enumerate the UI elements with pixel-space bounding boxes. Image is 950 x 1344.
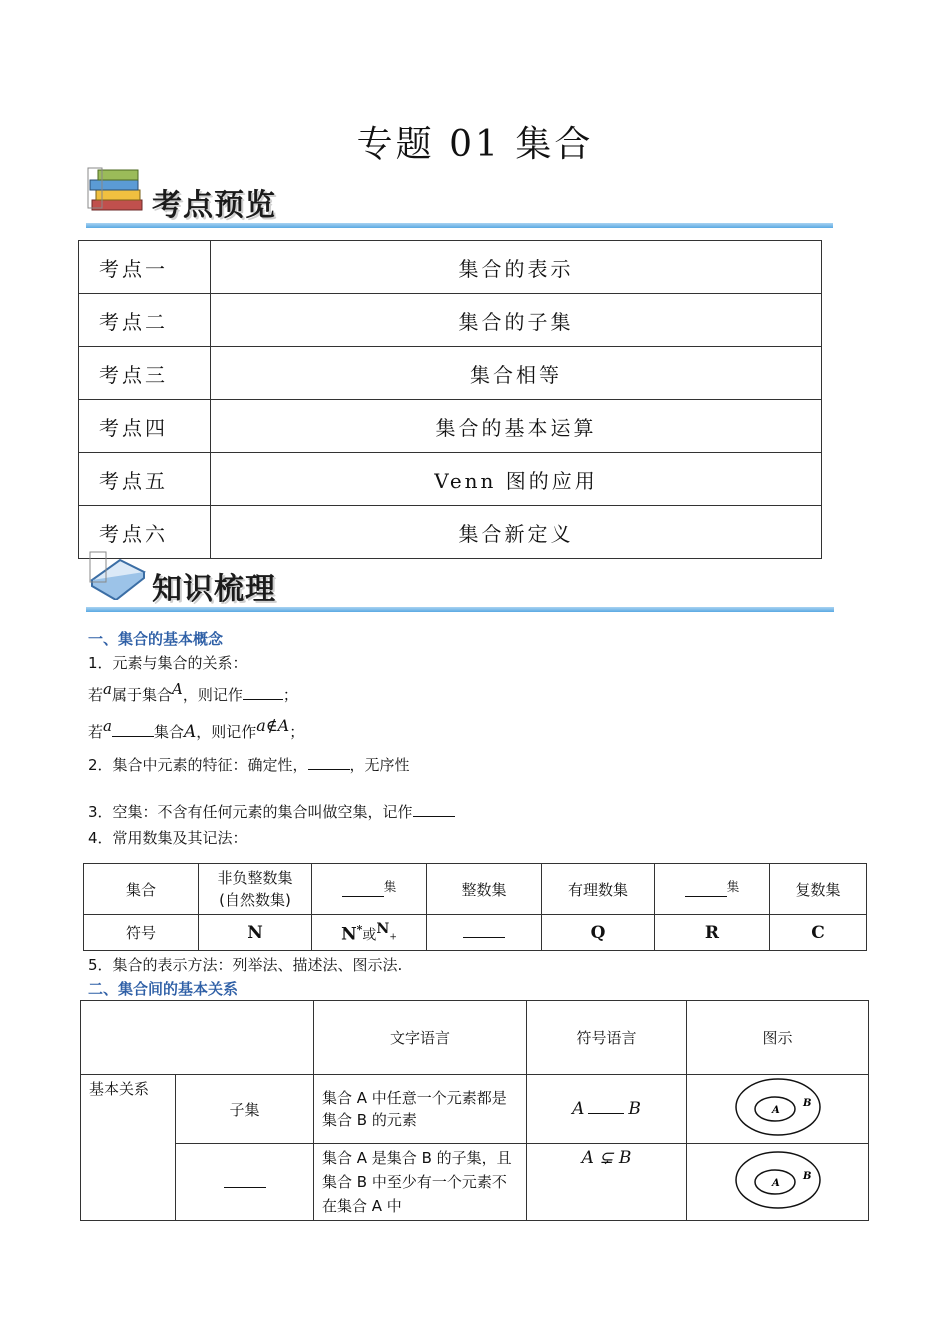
table-cell: 集合 A 中任意一个元素都是集合 B 的元素: [314, 1075, 527, 1144]
table-cell: N: [199, 915, 312, 951]
text: ，则记作: [182, 686, 243, 704]
preview-banner-label: 考点预览: [152, 188, 276, 223]
venn-label-a: A: [771, 1105, 780, 1116]
cell-text: 集: [383, 879, 397, 894]
number-sets-table: [83, 863, 867, 951]
table-cell: R: [655, 915, 770, 951]
paragraph: [88, 716, 304, 742]
table-cell: C: [770, 915, 867, 951]
topic-id: 考点四: [79, 400, 211, 453]
paragraph: 1．元素与集合的关系：: [88, 654, 248, 672]
cell-text: 或: [362, 927, 377, 944]
document-title: 专题 01 集合: [356, 124, 594, 165]
table-cell: 文字语言: [314, 1001, 527, 1075]
knowledge-banner-label: 知识梳理: [152, 572, 276, 607]
venn-label-a: A: [771, 1178, 780, 1189]
topic-name: 集合的表示: [211, 241, 822, 294]
table-cell: 集合 A 是集合 B 的子集，且集合 B 中至少有一个元素不在集合 A 中: [314, 1144, 527, 1221]
table-cell: [176, 1144, 314, 1221]
fill-blank: [685, 882, 727, 897]
math-symbol: N: [376, 920, 390, 937]
table-cell: 整数集: [427, 864, 542, 915]
text: ；: [289, 723, 305, 741]
table-cell: [312, 915, 427, 951]
table-row: [79, 294, 822, 347]
fill-blank: [342, 882, 384, 897]
math-expression: A ⊊ B: [581, 1148, 632, 1168]
text: 若: [88, 686, 104, 704]
fill-blank: [243, 685, 283, 700]
table-cell: 符号: [84, 915, 199, 951]
topic-id: 考点三: [79, 347, 211, 400]
notebook-icon: [86, 550, 148, 600]
text: 属于集合: [111, 686, 172, 704]
text: ，无序性: [349, 756, 410, 774]
topic-name: Venn 图的应用: [211, 453, 822, 506]
text: 3．空集：不含有任何元素的集合叫做空集，记作: [88, 803, 413, 821]
table-row: [84, 915, 867, 951]
math-var: A: [183, 722, 197, 742]
section-heading: 二、集合间的基本关系: [88, 980, 239, 998]
table-cell: [687, 1144, 869, 1221]
cell-text: 集: [726, 879, 740, 894]
table-cell: Q: [542, 915, 655, 951]
topic-id: 考点二: [79, 294, 211, 347]
cell-line: 非负整数集: [217, 869, 293, 887]
table-row: [79, 453, 822, 506]
topic-id: 考点五: [79, 453, 211, 506]
table-cell: 图示: [687, 1001, 869, 1075]
paragraph: 4．常用数集及其记法：: [88, 829, 248, 847]
table-row: [79, 400, 822, 453]
text: 集合: [153, 723, 184, 741]
table-cell: [199, 864, 312, 915]
section-heading: 一、集合的基本概念: [88, 630, 224, 648]
text: 若: [88, 723, 104, 741]
topics-table: [78, 240, 822, 559]
math-symbol: +: [389, 932, 397, 943]
text: ；: [282, 686, 298, 704]
topic-id: 考点六: [79, 506, 211, 559]
paragraph: [88, 754, 410, 775]
table-cell: 子集: [176, 1075, 314, 1144]
table-cell: [81, 1001, 314, 1075]
table-cell: 符号语言: [527, 1001, 687, 1075]
table-cell: [527, 1144, 687, 1221]
table-cell: 基本关系: [81, 1075, 176, 1221]
table-row: [79, 241, 822, 294]
text: ，则记作: [196, 723, 257, 741]
table-row: [81, 1075, 869, 1144]
math-var: a: [103, 717, 112, 735]
math-var: B: [628, 1099, 641, 1119]
venn-diagram: [733, 1076, 823, 1138]
math-var: a: [103, 680, 112, 698]
table-cell: 集合: [84, 864, 199, 915]
cell-line: (自然数集): [219, 891, 291, 909]
math-var: A: [171, 680, 183, 698]
paragraph: 5．集合的表示方法：列举法、描述法、图示法.: [88, 956, 403, 974]
table-cell: [427, 915, 542, 951]
preview-banner: [86, 166, 833, 228]
fill-blank: [588, 1099, 624, 1114]
books-icon: [86, 166, 148, 216]
venn-diagram: [733, 1149, 823, 1211]
fill-blank: [308, 755, 350, 770]
math-symbol: *: [356, 922, 363, 936]
math-symbol: N: [341, 924, 357, 945]
topic-id: 考点一: [79, 241, 211, 294]
table-row: [84, 864, 867, 915]
fill-blank: [224, 1173, 266, 1188]
table-cell: [655, 864, 770, 915]
relations-table: [80, 1000, 869, 1221]
fill-blank: [463, 923, 505, 938]
venn-label-b: B: [802, 1171, 811, 1182]
table-row: [81, 1001, 869, 1075]
topic-name: 集合新定义: [211, 506, 822, 559]
topic-name: 集合的子集: [211, 294, 822, 347]
table-cell: 有理数集: [542, 864, 655, 915]
paragraph: [88, 801, 455, 822]
text: 2．集合中元素的特征：确定性，: [88, 756, 308, 774]
paragraph: [88, 680, 298, 705]
table-cell: 复数集: [770, 864, 867, 915]
table-row: [81, 1144, 869, 1221]
knowledge-banner: [86, 550, 834, 612]
venn-label-b: B: [802, 1098, 811, 1109]
divider: [86, 223, 833, 228]
topic-name: 集合的基本运算: [211, 400, 822, 453]
fill-blank: [413, 802, 455, 817]
topic-name: 集合相等: [211, 347, 822, 400]
math-expression: a∉A: [256, 716, 290, 735]
table-row: [79, 347, 822, 400]
math-var: A: [572, 1099, 585, 1119]
table-cell: [312, 864, 427, 915]
table-cell: [687, 1075, 869, 1144]
table-cell: [527, 1075, 687, 1144]
fill-blank: [112, 722, 154, 737]
divider: [86, 607, 834, 612]
